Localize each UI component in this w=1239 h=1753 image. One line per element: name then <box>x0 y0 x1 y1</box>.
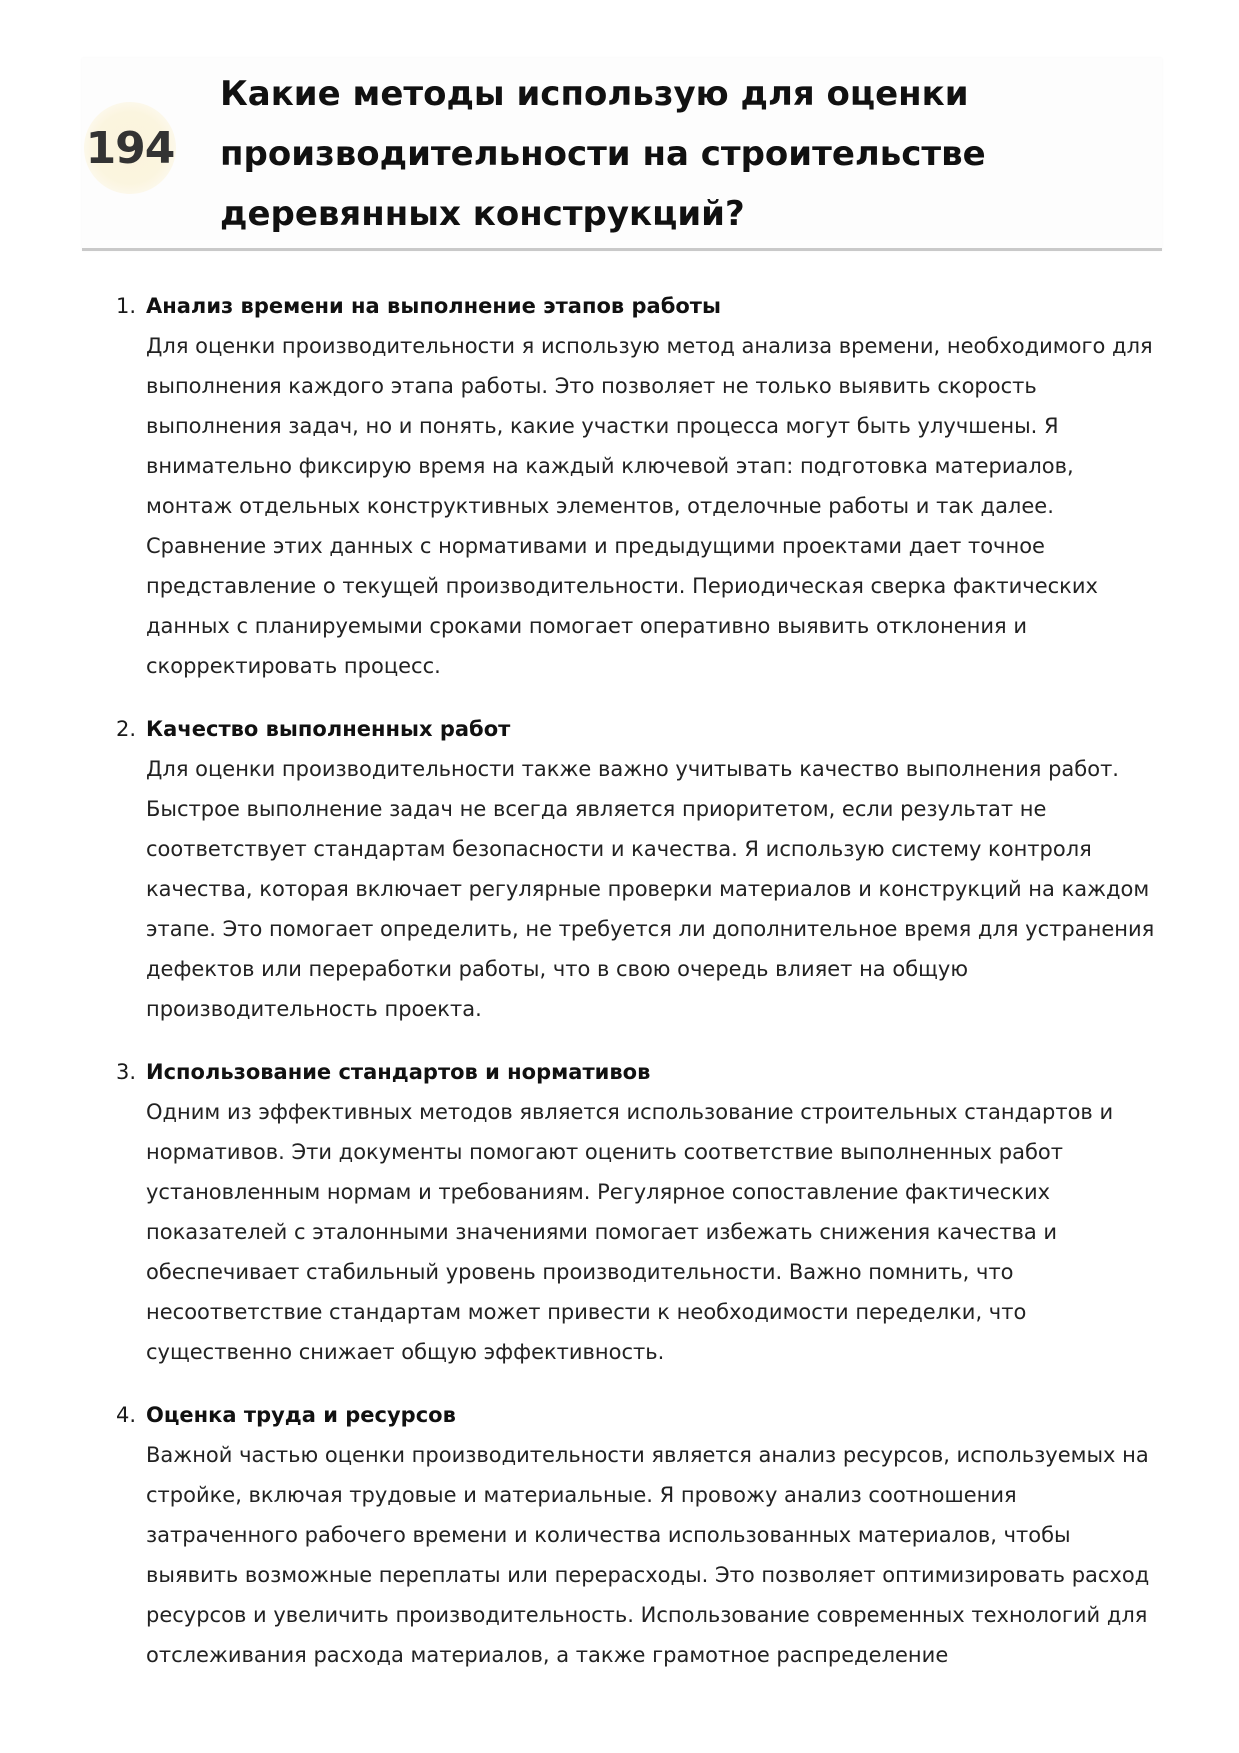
question-number: 194 <box>85 122 175 174</box>
list-item-number: 4. <box>116 1403 137 1427</box>
list-item-body: Для оценки производительности также важно учитывать качество выполнения работ. Быстрое выполнение задач не всегда является приоритетом, если результат не соответствует стандартам безопасности и качества. Я использую систему контроля качества, которая включает регулярные проверки материалов и конструкций на каждом этапе. Это помогает определить, не требуется ли дополнительное время для устранения дефектов или переработки работы, что в свою очередь влияет на общую производительность проекта. <box>146 757 1155 1021</box>
list-item <box>116 709 1156 1029</box>
list-item-heading: Использование стандартов и нормативов <box>146 1060 651 1084</box>
list-item-heading: Оценка труда и ресурсов <box>146 1403 456 1427</box>
list-item <box>116 1052 1156 1372</box>
list-item-number: 3. <box>116 1060 137 1084</box>
list-item-number: 2. <box>116 717 137 741</box>
question-title: Какие методы использую для оценки производительности на строительстве деревянных конструкций? <box>220 74 986 234</box>
list-item-body: Одним из эффективных методов является использование строительных стандартов и нормативов. Эти документы помогают оценить соответствие выполненных работ установленным нормам и требованиям. Регулярное сопоставление фактических показателей с эталонными значениями помогает избежать снижения качества и обеспечивает стабильный уровень производительности. Важно помнить, что несоответствие стандартам может привести к необходимости переделки, что существенно снижает общую эффективность. <box>146 1100 1114 1364</box>
list-item-number: 1. <box>116 294 137 318</box>
question-number-badge <box>84 102 176 194</box>
list-item-body: Для оценки производительности я использую метод анализа времени, необходимого для выполнения каждого этапа работы. Это позволяет не только выявить скорость выполнения задач, но и понять, какие участки процесса могут быть улучшены. Я внимательно фиксирую время на каждый ключевой этап: подготовка материалов, монтаж отдельных конструктивных элементов, отделочные работы и так далее. Сравнение этих данных с нормативами и предыдущими проектами дает точное представление о текущей производительности. Периодическая сверка фактических данных с планируемыми сроками помогает оперативно выявить отклонения и скорректировать процесс. <box>146 334 1153 678</box>
answer-list <box>116 286 1156 1698</box>
question-header <box>82 58 1162 251</box>
list-item <box>116 286 1156 686</box>
list-item-body: Важной частью оценки производительности является анализ ресурсов, используемых на стройке, включая трудовые и материальные. Я провожу анализ соотношения затраченного рабочего времени и количества использованных материалов, чтобы выявить возможные переплаты или перерасходы. Это позволяет оптимизировать расход ресурсов и увеличить производительность. Использование современных технологий для отслеживания расхода материалов, а также грамотное распределение <box>146 1443 1150 1667</box>
list-item <box>116 1395 1156 1675</box>
list-item-heading: Анализ времени на выполнение этапов работы <box>146 294 721 318</box>
list-item-heading: Качество выполненных работ <box>146 717 511 741</box>
